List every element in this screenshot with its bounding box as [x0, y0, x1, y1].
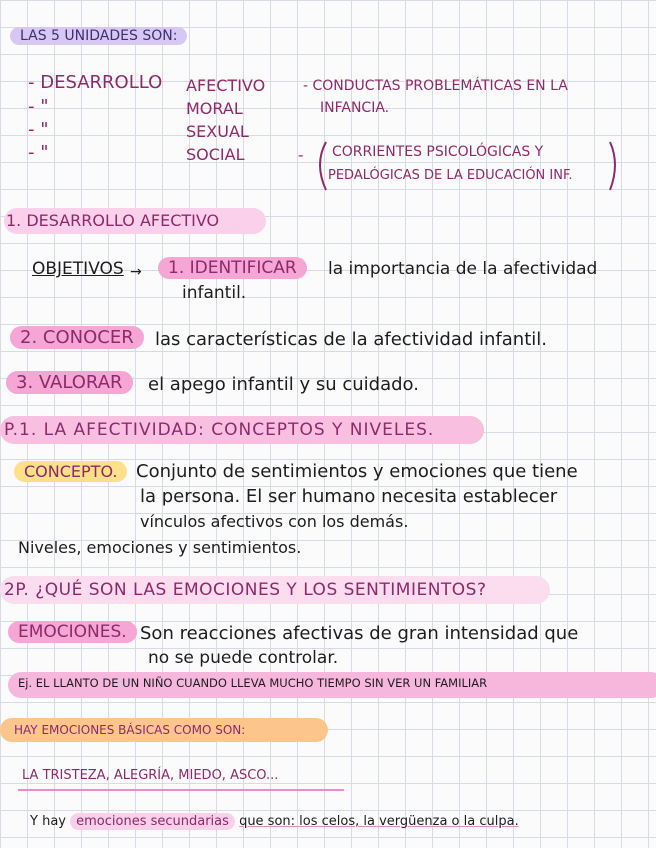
unit-middle-3: SEXUAL: [186, 122, 249, 141]
concept-line1: Conjunto de sentimientos y emociones que tiene: [136, 461, 578, 482]
secondary-highlight: emociones secundarias: [70, 813, 235, 830]
concept-key: [14, 462, 127, 481]
objective-3-key: [6, 372, 133, 393]
section1-title: 1. DESARROLLO AFECTIVO: [6, 211, 220, 230]
objective-2-text: las características de la afectividad infantil.: [155, 329, 547, 350]
basic-list-underline: [18, 789, 344, 791]
unit-right-2-dash: -: [298, 146, 304, 164]
unit-middle-1: AFECTIVO: [186, 76, 266, 95]
unit-right-2-line1: CORRIENTES PSICOLÓGICAS Y: [332, 144, 544, 160]
secondary-lead: Y hay: [30, 814, 66, 829]
objective-1-key: [158, 258, 307, 278]
arrow-icon: →: [130, 264, 142, 280]
unit-left-3: - ": [28, 119, 49, 140]
unit-right-2-line2: PEDALÓGICAS DE LA EDUCACIÓN INF.: [328, 168, 573, 183]
objective-2-key: [10, 327, 144, 348]
emotions-example: Ej. EL LLANTO DE UN NIÑO CUANDO LLEVA MUCHO TIEMPO SIN VER UN FAMILIAR: [18, 676, 488, 690]
objective-1-key-label: 1. IDENTIFICAR: [158, 257, 307, 279]
objective-2-key-label: 2. CONOCER: [10, 326, 144, 349]
secondary-rest: que son: los celos, la vergüenza o la culpa.: [239, 814, 519, 829]
secondary-line: [30, 814, 519, 829]
emotions-line2: no se puede controlar.: [148, 648, 339, 668]
unit-left-2: - ": [28, 96, 49, 117]
objective-1-text-line2: infantil.: [182, 283, 247, 303]
unit-right-1-line2: INFANCIA.: [320, 100, 390, 116]
objective-3-key-label: 3. VALORAR: [6, 371, 133, 394]
basic-title: [0, 718, 328, 742]
concept-line4: Niveles, emociones y sentimientos.: [18, 538, 302, 557]
concept-key-label: CONCEPTO.: [14, 461, 127, 482]
units-header: [10, 28, 187, 44]
objectives-label: OBJETIVOS: [32, 259, 124, 279]
unit-left-4: - ": [28, 142, 49, 163]
emotions-key: [8, 622, 137, 642]
emotions-key-label: EMOCIONES.: [8, 621, 137, 643]
unit-left-1: - DESARROLLO: [28, 72, 163, 93]
units-header-label: LAS 5 UNIDADES SON:: [10, 27, 187, 45]
objective-1-text-line1: la importancia de la afectividad: [328, 259, 598, 279]
objective-3-text: el apego infantil y su cuidado.: [148, 374, 419, 395]
emotions-line1: Son reacciones afectivas de gran intensidad que: [140, 623, 579, 644]
concept-line2: la persona. El ser humano necesita establecer: [140, 486, 558, 507]
concept-line3: vínculos afectivos con los demás.: [140, 512, 409, 531]
p1-title: P.1. LA AFECTIVIDAD: CONCEPTOS Y NIVELES.: [4, 420, 435, 440]
unit-middle-2: MORAL: [186, 99, 243, 118]
basic-list: LA TRISTEZA, ALEGRÍA, MIEDO, ASCO...: [22, 768, 279, 783]
p2-title: 2P. ¿QUÉ SON LAS EMOCIONES Y LOS SENTIMIENTOS?: [4, 580, 487, 600]
basic-title-label: HAY EMOCIONES BÁSICAS COMO SON:: [0, 718, 328, 742]
unit-right-1-line1: - CONDUCTAS PROBLEMÁTICAS EN LA: [303, 78, 568, 94]
unit-middle-4: SOCIAL: [186, 145, 245, 164]
